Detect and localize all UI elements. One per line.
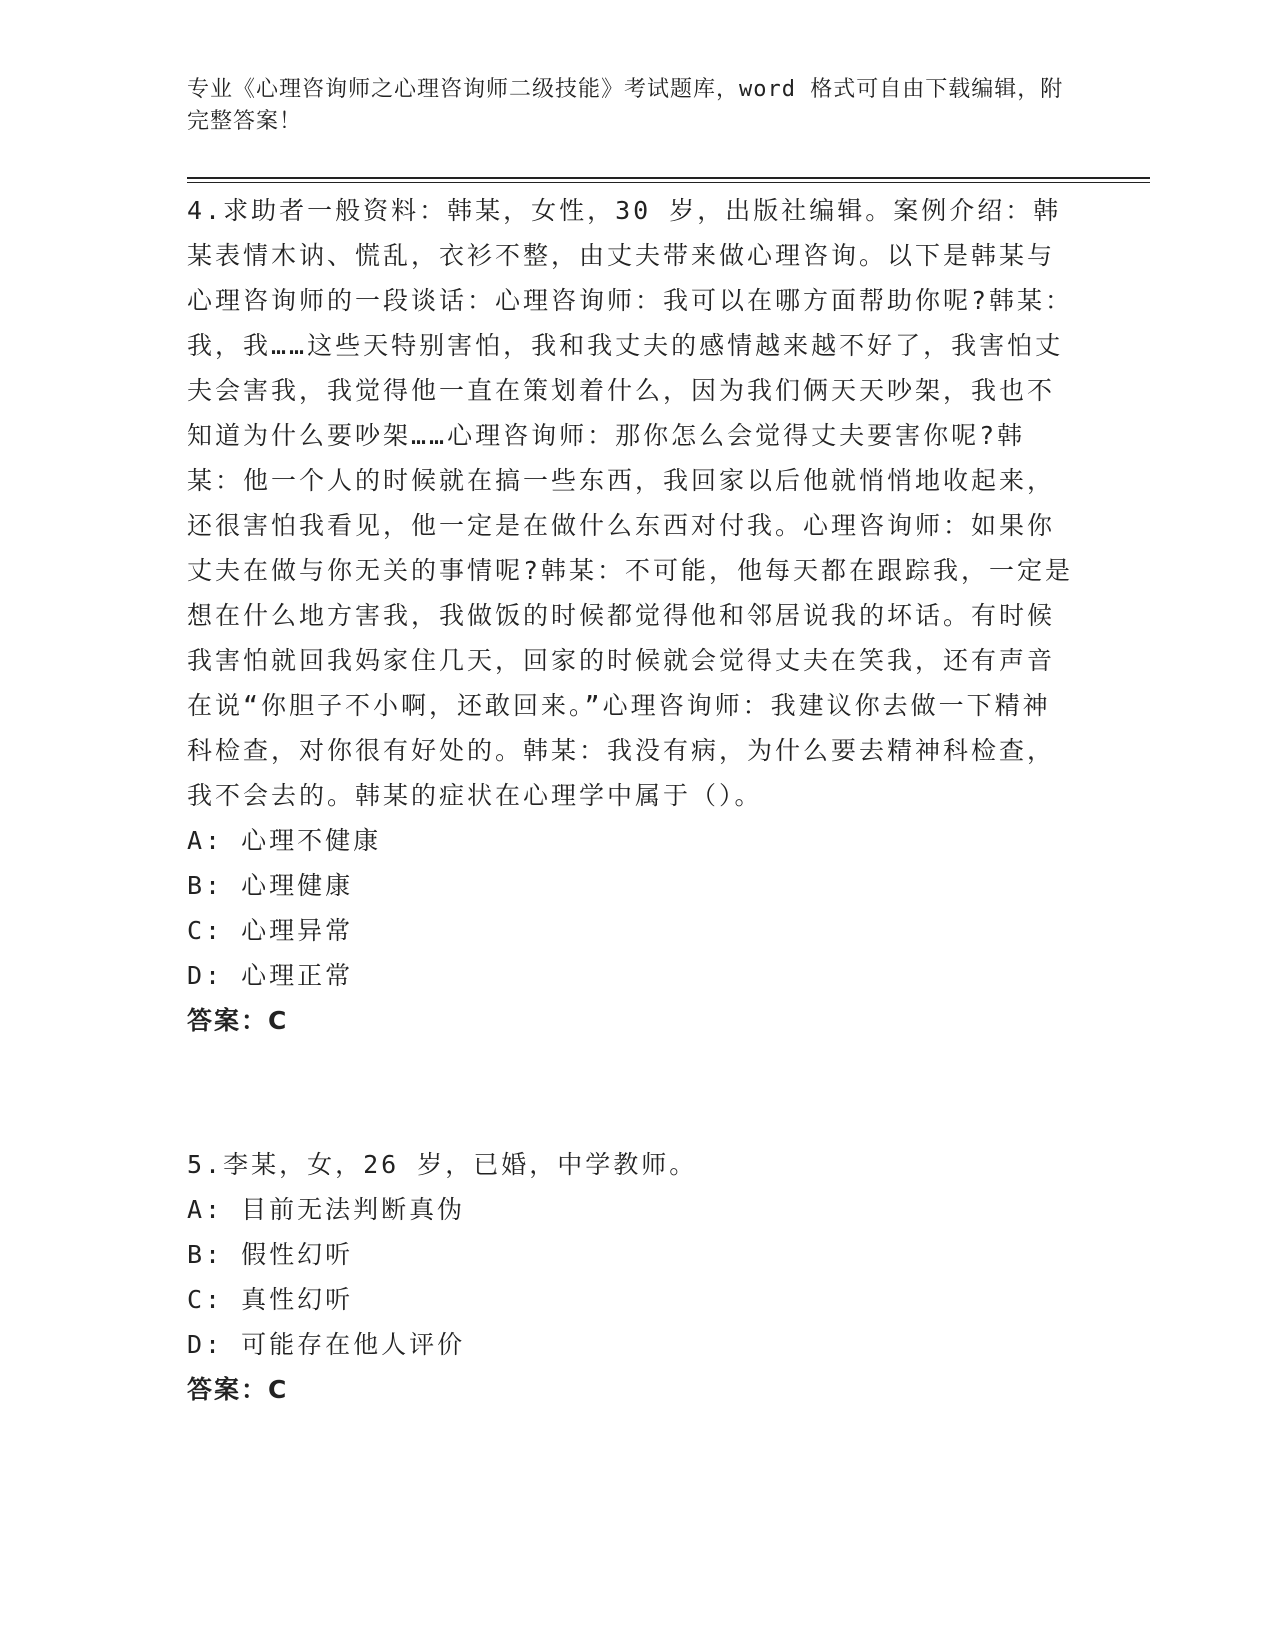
question-stem: 4.求助者一般资料：韩某，女性，30 岁，出版社编辑。案例介绍：韩某表情木讷、慌乱，衣衫不整，由丈夫带来做心理咨询。以下是韩某与心理咨询师的一段谈话：心理咨询师：我可以在哪方面帮助你呢?韩某：我，我……这些天特别害怕，我和我丈夫的感情越来越不好了，我害怕丈夫会害我，我觉得他一直在策划着什么，因为我们俩天天吵架，我也不知道为什么要吵架……心理咨询师：那你怎么会觉得丈夫要害你呢?韩某：他一个人的时候就在搞一些东西，我回家以后他就悄悄地收起来，还很害怕我看见，他一定是在做什么东西对付我。心理咨询师：如果你丈夫在做与你无关的事情呢?韩某：不可能，他每天都在跟踪我，一定是想在什么地方害我，我做饭的时候都觉得他和邻居说我的坏话。有时候我害怕就回我妈家住几天，回家的时候就会觉得丈夫在笑我，还有声音在说“你胆子不小啊，还敢回来。”心理咨询师：我建议你去做一下精神科检查，对你很有好处的。韩某：我没有病，为什么要去精神科检查，我不会去的。韩某的症状在心理学中属于（）。: [187, 196, 1074, 810]
option-a: A: 目前无法判断真伪: [187, 1195, 466, 1224]
option-c: C: 心理异常: [187, 916, 354, 945]
option-b: B: 心理健康: [187, 871, 354, 900]
option-c: C: 真性幻听: [187, 1285, 354, 1314]
answer-line: 答案：C: [187, 1006, 289, 1035]
document-header: 专业《心理咨询师之心理咨询师二级技能》考试题库，word 格式可自由下载编辑，附完整答案！: [187, 77, 1064, 134]
option-a: A: 心理不健康: [187, 826, 382, 855]
answer-line: 答案：C: [187, 1375, 289, 1404]
question-stem: 5.李某，女，26 岁，已婚，中学教师。: [187, 1150, 698, 1179]
header-divider-thick: [187, 177, 1150, 179]
header-divider-thin: [187, 182, 1150, 183]
option-d: D: 心理正常: [187, 961, 354, 990]
option-b: B: 假性幻听: [187, 1240, 354, 1269]
option-d: D: 可能存在他人评价: [187, 1330, 466, 1359]
question-4: [187, 188, 1077, 1043]
question-5: [187, 1142, 1077, 1412]
